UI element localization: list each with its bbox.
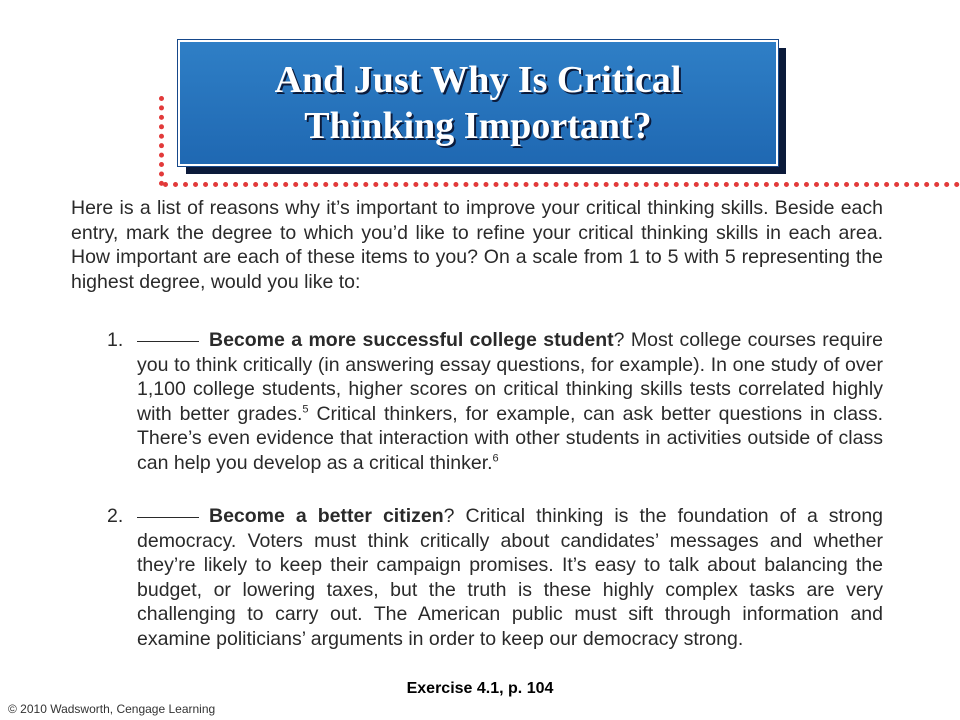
list-item <box>71 328 883 475</box>
list-item <box>71 504 883 651</box>
footnote-ref: 6 <box>492 452 499 464</box>
rating-blank[interactable] <box>137 341 199 342</box>
exercise-caption: Exercise 4.1, p. 104 <box>406 680 554 697</box>
title-line-1: And Just Why Is Critical <box>274 59 682 101</box>
item-number: 1. <box>107 329 124 351</box>
rating-blank[interactable] <box>137 517 199 518</box>
item-body <box>137 504 883 651</box>
dotted-line-vertical <box>159 96 164 186</box>
item-body <box>137 328 883 475</box>
item-number: 2. <box>107 505 124 527</box>
copyright-notice: © 2010 Wadsworth, Cengage Learning <box>8 702 216 716</box>
item-text: ? Critical thinking is the foundation of a strong democracy. Voters must think critically about candidates’ messages and whether they’re likely to keep their campaign promises. It’s easy to talk about balancing the budget, or lowering taxes, but the truth is these highly complex tasks are very challenging to carry out. The American public must sift through information and examine politicians’ arguments in order to keep our democracy strong. <box>137 505 884 650</box>
title-line-2: Thinking Important? <box>304 105 652 147</box>
item-lead: Become a better citizen <box>209 505 444 527</box>
intro-paragraph: Here is a list of reasons why it’s important to improve your critical thinking skills. Beside each entry, mark the degree to which you’d like to refine your critical thinking skills in each area. How important are each of these items to you? On a scale from 1 to 5 with 5 representing the highest degree, would you like to: <box>71 197 883 293</box>
footnote-ref: 5 <box>302 403 309 415</box>
item-text: Critical thinkers, for example, can ask better questions in class. There’s even evidence that interaction with other students in activities outside of class can help you develop as a critical thinker. <box>137 402 883 474</box>
slide-title <box>198 57 758 149</box>
dotted-line-horizontal <box>163 182 960 187</box>
title-box <box>178 40 778 166</box>
item-text: ? Most college courses require you to think critically (in answering essay questions, for example). In one study of over 1,100 college students, higher scores on critical thinking skills tests correlated highly with better grades. <box>137 329 883 425</box>
item-lead: Become a more successful college student <box>209 329 614 351</box>
